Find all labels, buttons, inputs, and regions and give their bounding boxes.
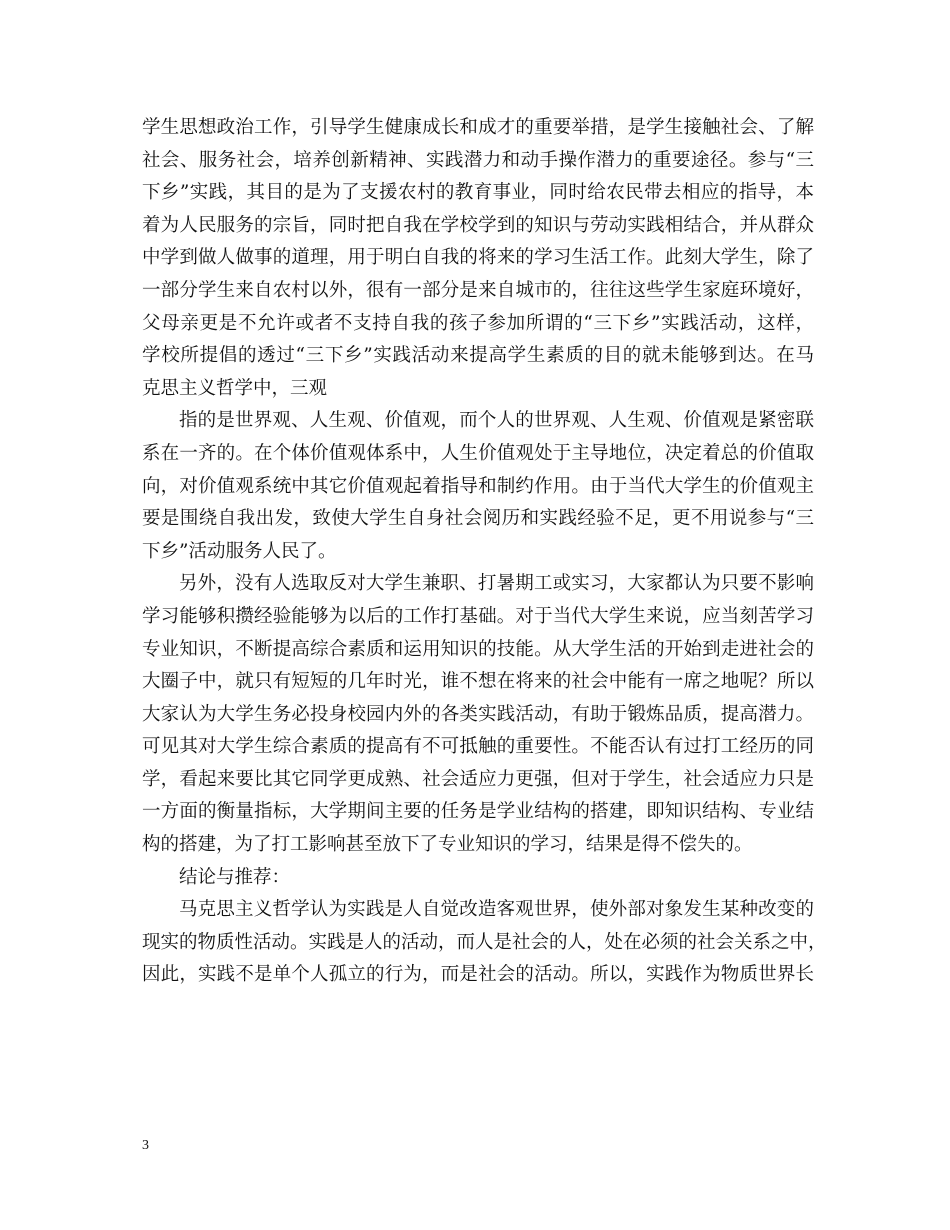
text-line: 指的是世界观、人生观、价值观，而个人的世界观、人生观、价值观是紧密联 xyxy=(179,410,814,432)
text-line: 系在一齐的。在个体价值观体系中，人生价值观处于主导地位，决定着总的价值取 xyxy=(142,442,814,464)
text-line: 构的搭建，为了打工影响甚至放下了专业知识的学习，结果是得不偿失的。 xyxy=(142,834,753,856)
text-line: 向，对价值观系统中其它价值观起着指导和制约作用。由于当代大学生的价值观主 xyxy=(142,475,814,497)
text-line: 马克思主义哲学认为实践是人自觉改造客观世界，使外部对象发生某种改变的 xyxy=(179,899,814,921)
text-line: 克思主义哲学中，三观 xyxy=(142,377,328,399)
text-line: 父母亲更是不允许或者不支持自我的孩子参加所谓的“三下乡”实践活动，这样， xyxy=(142,312,814,334)
text-line: 大家认为大学生务必投身校园内外的各类实践活动，有助于锻炼品质，提高潜力。 xyxy=(142,703,814,725)
text-line: 一方面的衡量指标，大学期间主要的任务是学业结构的搭建，即知识结构、专业结 xyxy=(142,801,814,823)
text-line: 现实的物质性活动。实践是人的活动，而人是社会的人，处在必须的社会关系之中， xyxy=(142,931,827,953)
text-line: 下乡”实践，其目的是为了支援农村的教育事业，同时给农民带去相应的指导，本 xyxy=(142,182,814,204)
text-line: 学校所提倡的透过“三下乡”实践活动来提高学生素质的目的就未能够到达。在马 xyxy=(142,345,814,367)
text-line: 要是围绕自我出发，致使大学生自身社会阅历和实践经验不足，更不用说参与“三 xyxy=(142,508,814,530)
text-line: 社会、服务社会，培养创新精神、实践潜力和动手操作潜力的重要途径。参与“三 xyxy=(142,149,814,171)
text-line: 可见其对大学生综合素质的提高有不可抵触的重要性。不能否认有过打工经历的同 xyxy=(142,736,814,758)
text-line: 中学到做人做事的道理，用于明白自我的将来的学习生活工作。此刻大学生，除了 xyxy=(142,247,814,269)
body-text xyxy=(142,112,827,992)
text-line: 学习能够积攒经验能够为以后的工作打基础。对于当代大学生来说，应当刻苦学习 xyxy=(142,605,814,627)
text-line: 下乡”活动服务人民了。 xyxy=(142,540,337,562)
text-line: 因此，实践不是单个人孤立的行为，而是社会的活动。所以，实践作为物质世界长 xyxy=(142,964,814,986)
text-line: 学，看起来要比其它同学更成熟、社会适应力更强，但对于学生，社会适应力只是 xyxy=(142,768,814,790)
text-line: 学生思想政治工作，引导学生健康成长和成才的重要举措，是学生接触社会、了解 xyxy=(142,117,814,138)
text-line: 结论与推荐： xyxy=(179,866,291,888)
page-number: 3 xyxy=(142,1138,149,1153)
text-line: 着为人民服务的宗旨，同时把自我在学校学到的知识与劳动实践相结合，并从群众 xyxy=(142,214,814,236)
text-line: 专业知识，不断提高综合素质和运用知识的技能。从大学生活的开始到走进社会的 xyxy=(142,638,814,660)
text-line: 另外，没有人选取反对大学生兼职、打暑期工或实习，大家都认为只要不影响 xyxy=(179,573,814,595)
text-line: 一部分学生来自农村以外，很有一部分是来自城市的，往往这些学生家庭环境好， xyxy=(142,279,814,301)
text-line: 大圈子中，就只有短短的几年时光，谁不想在将来的社会中能有一席之地呢？所以 xyxy=(142,671,814,693)
